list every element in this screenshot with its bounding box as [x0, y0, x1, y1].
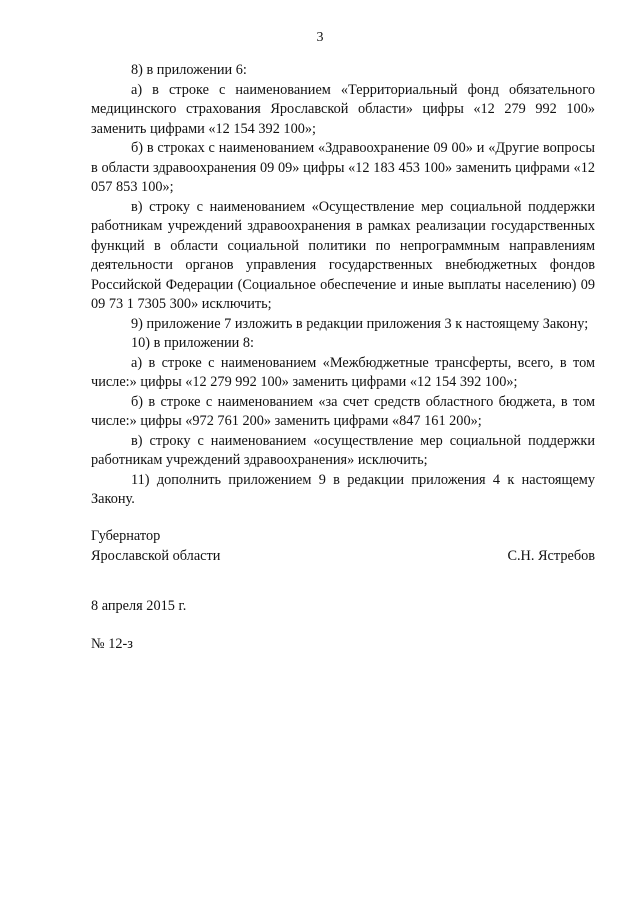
paragraph-item-10: 10) в приложении 8: [131, 335, 255, 351]
paragraph-item-10v: в) строку с наименованием «осуществление мер социальной поддержки работникам учреждений здравоохранения» исключить; [91, 432, 595, 468]
signatory-title-line1: Губернатор [91, 528, 161, 544]
document-body [91, 61, 595, 510]
page-number: 3 [316, 30, 324, 45]
paragraph-item-8v: в) строку с наименованием «Осуществление мер социальной поддержки работникам учреждений здравоохранения в рамках реализации государственных функций в области социальной политики по непрограммным направлениям деятельности органов управления государственных внебюджетных фондов Российской Федерации (Социальное обеспечение и иные выплаты населению) 09 09 73 1 7305 300» исключить; [91, 198, 595, 312]
paragraph-item-10b: б) в строке с наименованием «за счет средств областного бюджета, в том числе:» цифры «972 761 200» заменить цифрами «847 161 200»; [91, 393, 595, 429]
paragraph-item-11: 11) дополнить приложением 9 в редакции приложения 4 к настоящему Закону. [91, 471, 595, 507]
document-date: 8 апреля 2015 г. [91, 598, 187, 614]
paragraph-item-8: 8) в приложении 6: [131, 62, 247, 78]
paragraph-item-9: 9) приложение 7 изложить в редакции приложения 3 к настоящему Закону; [131, 315, 589, 332]
law-number: № 12-з [91, 636, 133, 652]
signatory-name: С.Н. Ястребов [507, 547, 595, 564]
paragraph-item-10a: а) в строке с наименованием «Межбюджетные трансферты, всего, в том числе:» цифры «12 279 992 100» заменить цифрами «12 154 392 100»; [91, 354, 595, 390]
signatory-title-line2: Ярославской области [91, 547, 221, 564]
signature-row [91, 547, 595, 567]
paragraph-item-8a: а) в строке с наименованием «Территориальный фонд обязательного медицинского страхования Ярославской области» цифры «12 279 992 100» заменить цифрами «12 154 392 100»; [91, 81, 595, 137]
paragraph-item-8b: б) в строках с наименованием «Здравоохранение 09 00» и «Другие вопросы в области здравоохранения 09 09» цифры «12 183 453 100» заменить цифрами «12 057 853 100»; [91, 140, 595, 195]
signature-block [91, 527, 595, 566]
